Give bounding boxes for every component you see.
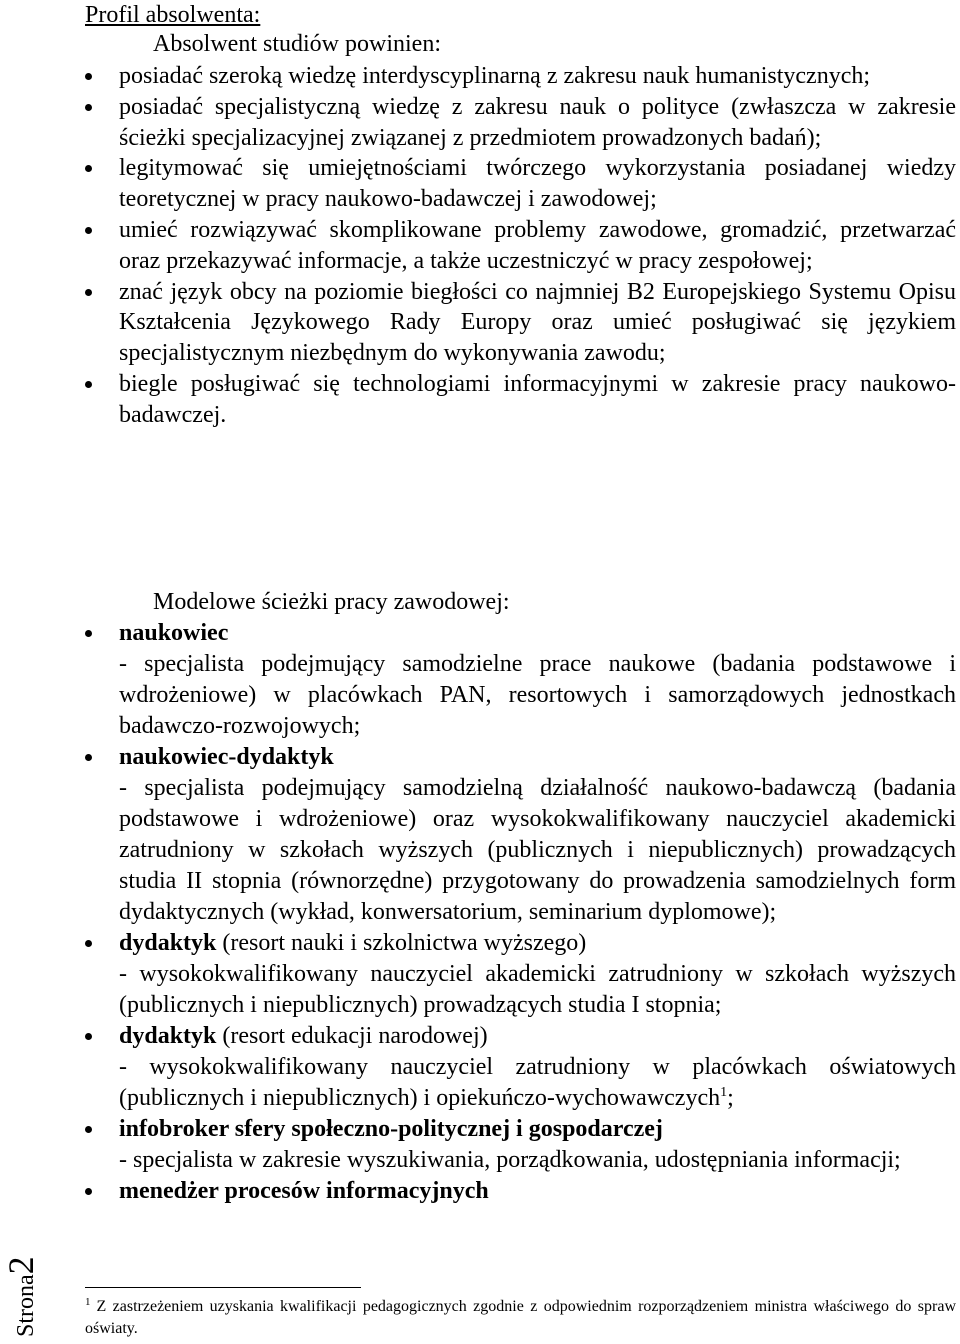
role-name: infobroker sfery społeczno-politycznej i gospodarczej: [119, 1116, 663, 1142]
page-label-word: Strona: [13, 1274, 39, 1337]
footnote-reference[interactable]: 1: [720, 1085, 728, 1100]
role-name: naukowiec-dydaktyk: [119, 744, 334, 770]
role-name: dydaktyk: [119, 930, 217, 956]
role-name: dydaktyk: [119, 1023, 217, 1049]
graduate-intro: Absolwent studiów powinien:: [153, 31, 441, 57]
career-item: [85, 1021, 956, 1114]
footnote: [85, 1296, 956, 1340]
footnote-separator: [85, 1287, 361, 1288]
career-item: [85, 1114, 956, 1176]
list-item: biegle posługiwać się technologiami informacyjnymi w zakresie pracy naukowo-badawczej.: [85, 369, 956, 431]
role-description: [119, 1052, 956, 1114]
list-item: legitymować się umiejętnościami twórczego wykorzystania posiadanej wiedzy teoretycznej w pracy naukowo-badawczej i zawodowej;: [85, 153, 956, 215]
footnote-number: 1: [85, 1295, 91, 1308]
role-description: - specjalista w zakresie wyszukiwania, porządkowania, udostępniania informacji;: [119, 1147, 901, 1173]
page-number: 2: [1, 1256, 41, 1275]
page-number-label: [1, 1256, 41, 1337]
role-description-text: - wysokokwalifikowany nauczyciel zatrudniony w placówkach oświatowych (publicznych i niepublicznych) i opiekuńczo-wychowawczych: [119, 1054, 956, 1111]
role-description: - specjalista podejmujący samodzielną działalność naukowo-badawczą (badania podstawowe i wdrożeniowe) oraz wysokokwalifikowany nauczyciel akademicki zatrudniony w szkołach wyższych (publicznych i niepublicznych) prowadzących studia II stopnia (równorzędne) przygotowany do prowadzenia samodzielnych form dydaktycznych (wykład, konwersatorium, seminarium dyplomowe);: [119, 775, 956, 925]
role-name: naukowiec: [119, 620, 229, 646]
list-item: znać język obcy na poziomie biegłości co najmniej B2 Europejskiego Systemu Opisu Kształcenia Językowego Rady Europy oraz umieć posługiwać się językiem specjalistycznym niezbędnym do wykonywania zawodu;: [85, 277, 956, 369]
role-qualifier: (resort edukacji narodowej): [216, 1023, 488, 1049]
career-path-list: [85, 618, 956, 1207]
list-item: umieć rozwiązywać skomplikowane problemy zawodowe, gromadzić, przetwarzać oraz przekazywać informacje, a także uczestniczyć w pracy zespołowej;: [85, 215, 956, 277]
list-item: posiadać specjalistyczną wiedzę z zakresu nauk o polityce (zwłaszcza w zakresie ścieżki specjalizacyjnej związanej z przedmiotem prowadzonych badań);: [85, 92, 956, 154]
footnote-text: Z zastrzeżeniem uzyskania kwalifikacji pedagogicznych zgodnie z odpowiednim rozporządzeniem ministra właściwego do spraw oświaty.: [85, 1298, 956, 1337]
role-description-end: ;: [727, 1085, 734, 1111]
role-name: menedżer procesów informacyjnych: [119, 1178, 489, 1204]
list-item: posiadać szeroką wiedzę interdyscyplinarną z zakresu nauk humanistycznych;: [85, 61, 956, 92]
competency-list: [85, 61, 956, 431]
career-item: [85, 618, 956, 742]
career-item: [85, 742, 956, 928]
career-intro: Modelowe ścieżki pracy zawodowej:: [153, 589, 510, 615]
career-item: [85, 1176, 956, 1207]
role-description: - specjalista podejmujący samodzielne prace naukowe (badania podstawowe i wdrożeniowe) w placówkach PAN, resortowych i samorządowych jednostkach badawczo-rozwojowych;: [119, 651, 956, 739]
role-description: - wysokokwalifikowany nauczyciel akademicki zatrudniony w szkołach wyższych (publicznych i niepublicznych) prowadzących studia I stopnia;: [119, 961, 956, 1018]
career-item: [85, 928, 956, 1021]
role-qualifier: (resort nauki i szkolnictwa wyższego): [216, 930, 587, 956]
section-title: Profil absolwenta:: [85, 2, 261, 28]
